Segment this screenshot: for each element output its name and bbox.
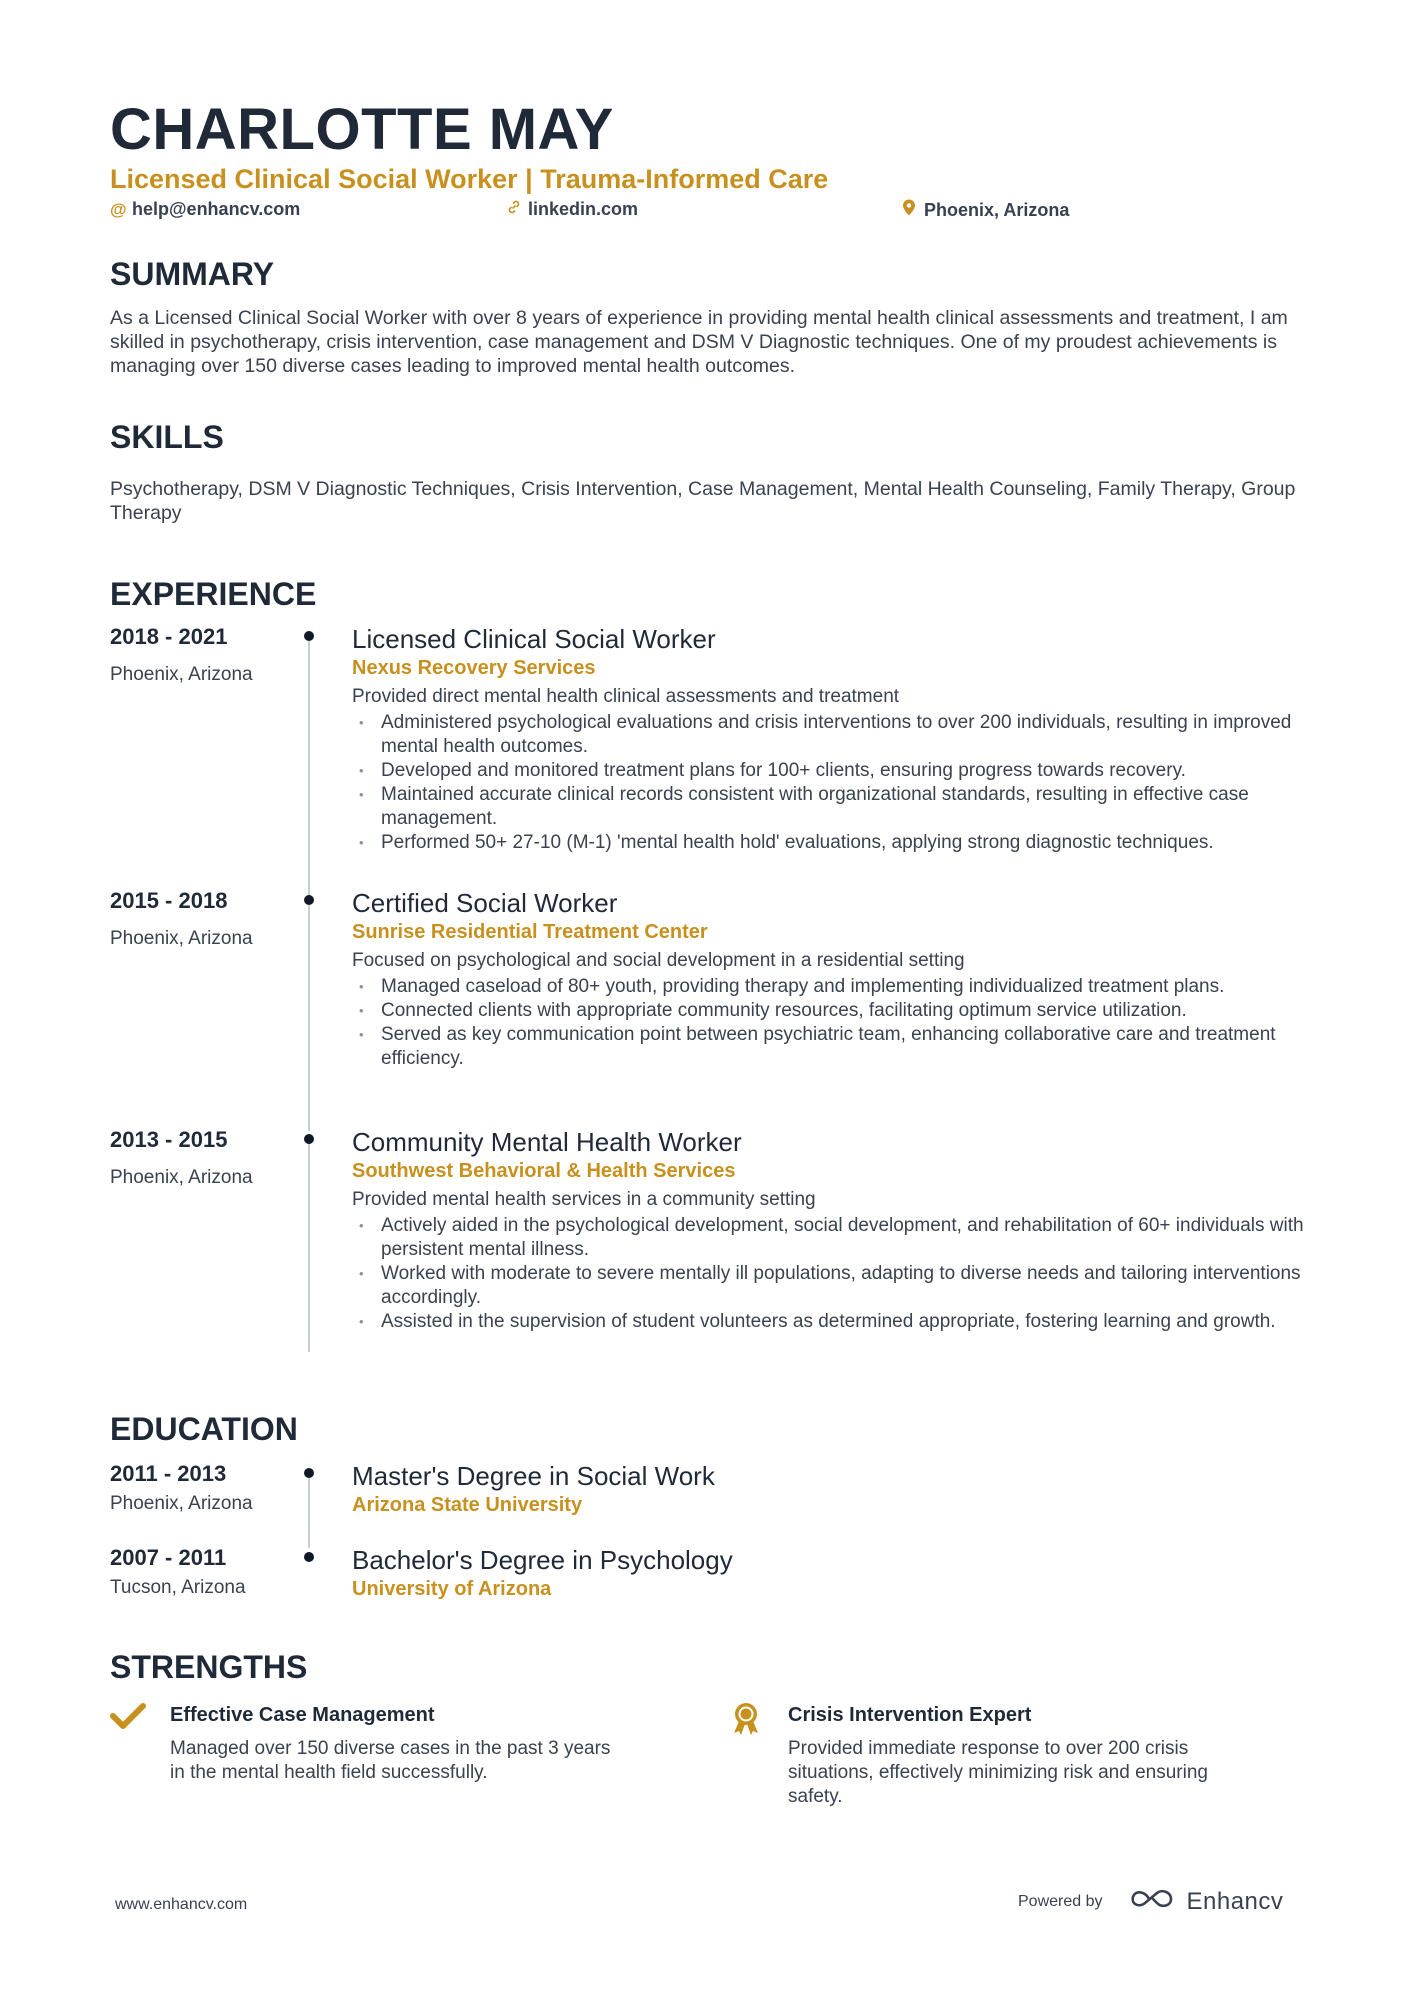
bullet-item: • Performed 50+ 27-10 (M-1) 'mental health hold' evaluations, applying strong diagnostic techniques. bbox=[352, 831, 1310, 855]
enhancv-logo-icon bbox=[1129, 1886, 1175, 1917]
timeline-line bbox=[308, 1478, 310, 1548]
education-date: 2011 - 2013 bbox=[110, 1461, 227, 1486]
job-role: Community Mental Health Worker bbox=[352, 1127, 742, 1157]
contact-email[interactable] bbox=[110, 199, 300, 220]
timeline-line bbox=[308, 641, 310, 903]
bullet-item: • Managed caseload of 80+ youth, providing therapy and implementing individualized treatment plans. bbox=[352, 975, 1310, 999]
education-location: Phoenix, Arizona bbox=[110, 1493, 253, 1514]
bullet-item: • Administered psychological evaluations and crisis interventions to over 200 individuals, resulting in improved mental health outcomes. bbox=[352, 711, 1310, 759]
job-bullets bbox=[352, 1214, 1310, 1334]
timeline-dot bbox=[304, 1134, 314, 1144]
skills-heading: SKILLS bbox=[110, 419, 224, 455]
company-name: Nexus Recovery Services bbox=[352, 657, 596, 679]
candidate-title: Licensed Clinical Social Worker | Trauma-Informed Care bbox=[110, 164, 829, 194]
bullet-item: • Assisted in the supervision of student volunteers as determined appropriate, fostering learning and growth. bbox=[352, 1310, 1310, 1334]
email-text: help@enhancv.com bbox=[132, 199, 301, 219]
education-location: Tucson, Arizona bbox=[110, 1577, 246, 1598]
timeline-line bbox=[308, 905, 310, 1131]
footer-website[interactable]: www.enhancv.com bbox=[115, 1896, 248, 1913]
bullet-item: • Connected clients with appropriate community resources, facilitating optimum service utilization. bbox=[352, 999, 1310, 1023]
job-description: Provided direct mental health clinical assessments and treatment bbox=[352, 686, 900, 707]
job-role: Licensed Clinical Social Worker bbox=[352, 624, 716, 654]
experience-location: Phoenix, Arizona bbox=[110, 928, 253, 949]
powered-by-text: Powered by bbox=[1018, 1892, 1103, 1910]
experience-location: Phoenix, Arizona bbox=[110, 1167, 253, 1188]
summary-heading: SUMMARY bbox=[110, 256, 275, 292]
timeline-dot bbox=[304, 1468, 314, 1478]
checkmark-icon bbox=[110, 1701, 150, 1735]
timeline-line bbox=[308, 1144, 310, 1352]
experience-date: 2015 - 2018 bbox=[110, 888, 228, 913]
footer-branding bbox=[1018, 1886, 1283, 1917]
experience-heading: EXPERIENCE bbox=[110, 576, 317, 612]
job-bullets bbox=[352, 975, 1310, 1071]
location-pin-icon bbox=[902, 199, 924, 221]
strength-description: Provided immediate response to over 200 crisis situations, effectively minimizing risk and ensuring safety. bbox=[788, 1738, 1208, 1807]
bullet-item: • Maintained accurate clinical records consistent with organizational standards, resulting in effective case management. bbox=[352, 783, 1310, 831]
company-name: Sunrise Residential Treatment Center bbox=[352, 921, 708, 943]
strengths-heading: STRENGTHS bbox=[110, 1649, 308, 1685]
education-content bbox=[352, 1544, 1310, 1602]
education-heading: EDUCATION bbox=[110, 1411, 298, 1447]
degree-name: Master's Degree in Social Work bbox=[352, 1461, 715, 1491]
location-text: Phoenix, Arizona bbox=[924, 199, 1070, 220]
company-name: Southwest Behavioral & Health Services bbox=[352, 1160, 736, 1182]
at-icon: @ bbox=[110, 199, 127, 219]
contact-linkedin[interactable] bbox=[506, 199, 638, 220]
strength-description: Managed over 150 diverse cases in the past 3 years in the mental health field successfully. bbox=[170, 1738, 611, 1783]
experience-content bbox=[352, 623, 1310, 855]
school-name: University of Arizona bbox=[352, 1578, 552, 1600]
experience-content bbox=[352, 887, 1310, 1071]
job-description: Provided mental health services in a community setting bbox=[352, 1189, 816, 1210]
contact-location bbox=[902, 199, 1069, 221]
award-medal-icon bbox=[728, 1701, 768, 1735]
experience-content bbox=[352, 1126, 1310, 1334]
bullet-item: • Worked with moderate to severe mentally ill populations, adapting to diverse needs and tailoring interventions accordingly. bbox=[352, 1262, 1310, 1310]
experience-date: 2013 - 2015 bbox=[110, 1127, 228, 1152]
enhancv-brand-text: Enhancv bbox=[1186, 1887, 1284, 1915]
experience-date: 2018 - 2021 bbox=[110, 624, 228, 649]
timeline-dot bbox=[304, 1552, 314, 1562]
experience-location: Phoenix, Arizona bbox=[110, 664, 253, 685]
bullet-item: • Developed and monitored treatment plans for 100+ clients, ensuring progress towards recovery. bbox=[352, 759, 1310, 783]
education-content bbox=[352, 1460, 1310, 1518]
timeline-dot bbox=[304, 631, 314, 641]
job-bullets bbox=[352, 711, 1310, 855]
bullet-item: • Served as key communication point between psychiatric team, enhancing collaborative care and treatment efficiency. bbox=[352, 1023, 1310, 1071]
strength-title: Crisis Intervention Expert bbox=[788, 1704, 1032, 1726]
summary-text: As a Licensed Clinical Social Worker with over 8 years of experience in providing mental health clinical assessments and treatment, I am skilled in psychotherapy, crisis intervention, case management and DSM V Diagnostic techniques. One of my proudest achievements is managing over 150 diverse cases leading to improved mental health outcomes. bbox=[110, 307, 1288, 377]
school-name: Arizona State University bbox=[352, 1494, 583, 1516]
linkedin-text: linkedin.com bbox=[528, 199, 639, 219]
education-date: 2007 - 2011 bbox=[110, 1545, 227, 1570]
contact-row bbox=[110, 199, 1310, 225]
degree-name: Bachelor's Degree in Psychology bbox=[352, 1545, 733, 1575]
timeline-dot bbox=[304, 895, 314, 905]
strength-title: Effective Case Management bbox=[170, 1704, 435, 1726]
link-icon bbox=[506, 199, 528, 220]
job-description: Focused on psychological and social development in a residential setting bbox=[352, 950, 965, 971]
bullet-item: • Actively aided in the psychological development, social development, and rehabilitation of 60+ individuals with persistent mental illness. bbox=[352, 1214, 1310, 1262]
candidate-name: CHARLOTTE MAY bbox=[110, 97, 614, 162]
skills-text: Psychotherapy, DSM V Diagnostic Techniques, Crisis Intervention, Case Management, Mental Health Counseling, Family Therapy, Group Therapy bbox=[110, 478, 1296, 524]
job-role: Certified Social Worker bbox=[352, 888, 618, 918]
